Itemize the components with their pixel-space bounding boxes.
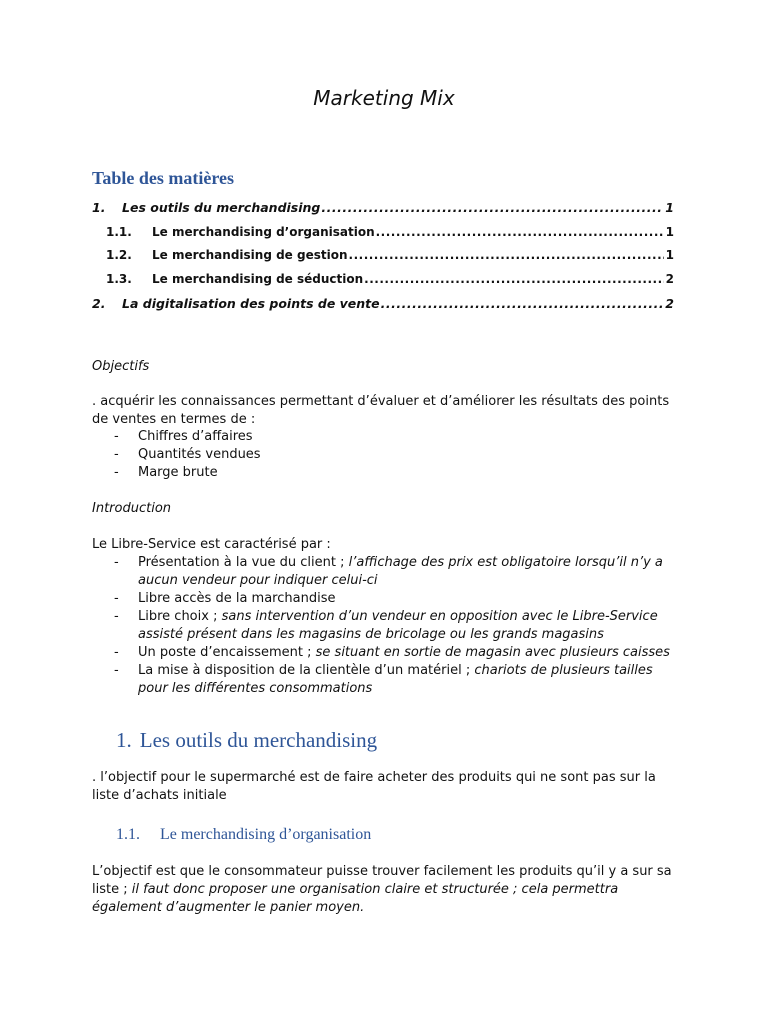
toc-leader [349,248,664,262]
list-item-text: La mise à disposition de la clientèle d’un matériel ; [138,663,475,678]
toc-leader [381,296,664,311]
toc-heading: Table des matières [92,168,234,188]
list-item: - Présentation à la vue du client ; l’affichage des prix est obligatoire lorsqu’il n’y a aucun vendeur pour indiquer celui-ci [114,555,663,588]
objectifs-heading: Objectifs [92,359,150,374]
list-item: - Libre choix ; sans intervention d’un vendeur en opposition avec le Libre-Service assisté présent dans les magasins de bricolage ou les grands magasins [114,609,658,642]
list-item-text: Marge brute [138,465,218,480]
list-item: - La mise à disposition de la clientèle d’un matériel ; chariots de plusieurs tailles pour les différentes consommations [114,663,653,696]
toc-entry-page: 2 [665,272,674,286]
toc-entry-1-2[interactable] [106,248,674,266]
section-number: 1.1. [116,826,140,843]
section-1-1-body [92,863,682,917]
introduction-list [92,554,682,698]
section-number: 1. [116,728,132,752]
toc-leader [321,200,663,215]
list-item-text: Chiffres d’affaires [138,429,253,444]
toc-entry-label: Le merchandising de gestion [152,248,348,262]
introduction-lead: Le Libre-Service est caractérisé par : [92,537,331,552]
toc-entry-label: Les outils du merchandising [122,200,321,215]
toc-entry-page: 1 [665,200,674,215]
list-item: - Marge brute [114,465,218,480]
list-item: - Quantités vendues [114,447,261,462]
section-1-heading [116,728,377,753]
list-item-text: Présentation à la vue du client ; [138,555,349,570]
section-title: Les outils du merchandising [139,728,378,752]
toc-entry-number: 1.3. [106,272,132,286]
toc-entry-1-1[interactable] [106,225,674,243]
document-title: Marketing Mix [313,86,455,110]
toc-entry-1-3[interactable] [106,272,674,290]
introduction-heading: Introduction [92,501,172,516]
toc-entry-2[interactable] [92,296,674,314]
list-item-text: Quantités vendues [138,447,261,462]
list-item: - Un poste d’encaissement ; se situant en sortie de magasin avec plusieurs caisses [114,645,670,660]
toc-entry-page: 1 [665,248,674,262]
list-item: - Chiffres d’affaires [114,429,253,444]
list-item-italic: se situant en sortie de magasin avec plusieurs caisses [315,645,670,660]
list-item-italic: sans intervention d’un vendeur en opposition avec le Libre-Service assisté présent dans les magasins de bricolage ou les grands magasins [138,609,658,642]
list-item: - Libre accès de la marchandise [114,591,336,606]
toc-entry-label: Le merchandising de séduction [152,272,364,286]
toc-entry-page: 1 [665,225,674,239]
section-1-body: . l’objectif pour le supermarché est de faire acheter des produits qui ne sont pas sur la liste d’achats initiale [92,770,656,803]
list-item-text: Libre accès de la marchandise [138,591,336,606]
toc-entry-label: Le merchandising d’organisation [152,225,375,239]
toc-entry-label: La digitalisation des points de vente [122,296,380,311]
list-item-italic: chariots de plusieurs tailles pour les différentes consommations [138,663,653,696]
section-1-1-heading [116,826,371,844]
toc-entry-1[interactable] [92,200,674,218]
body-italic-text: il faut donc proposer une organisation claire et structurée ; cela permettra également d’augmenter le panier moyen. [92,882,619,915]
toc-leader [364,272,663,286]
objectifs-list [92,428,682,482]
list-item-text: Libre choix ; [138,609,222,624]
toc-entry-number: 2. [92,296,106,311]
list-item-text: Un poste d’encaissement ; [138,645,316,660]
list-item-italic: l’affichage des prix est obligatoire lorsqu’il n’y a aucun vendeur pour indiquer celui-ci [138,555,663,588]
body-text: L’objectif est que le consommateur puisse trouver facilement les produits qu’il y a sur sa liste ; [92,864,672,897]
toc-entry-number: 1.2. [106,248,132,262]
objectifs-intro: . acquérir les connaissances permettant d’évaluer et d’améliorer les résultats des points de ventes en termes de : [92,394,670,427]
toc-entry-page: 2 [665,296,674,311]
toc-leader [376,225,664,239]
toc-entry-number: 1. [92,200,106,215]
toc-entry-number: 1.1. [106,225,132,239]
section-title: Le merchandising d’organisation [160,826,372,843]
